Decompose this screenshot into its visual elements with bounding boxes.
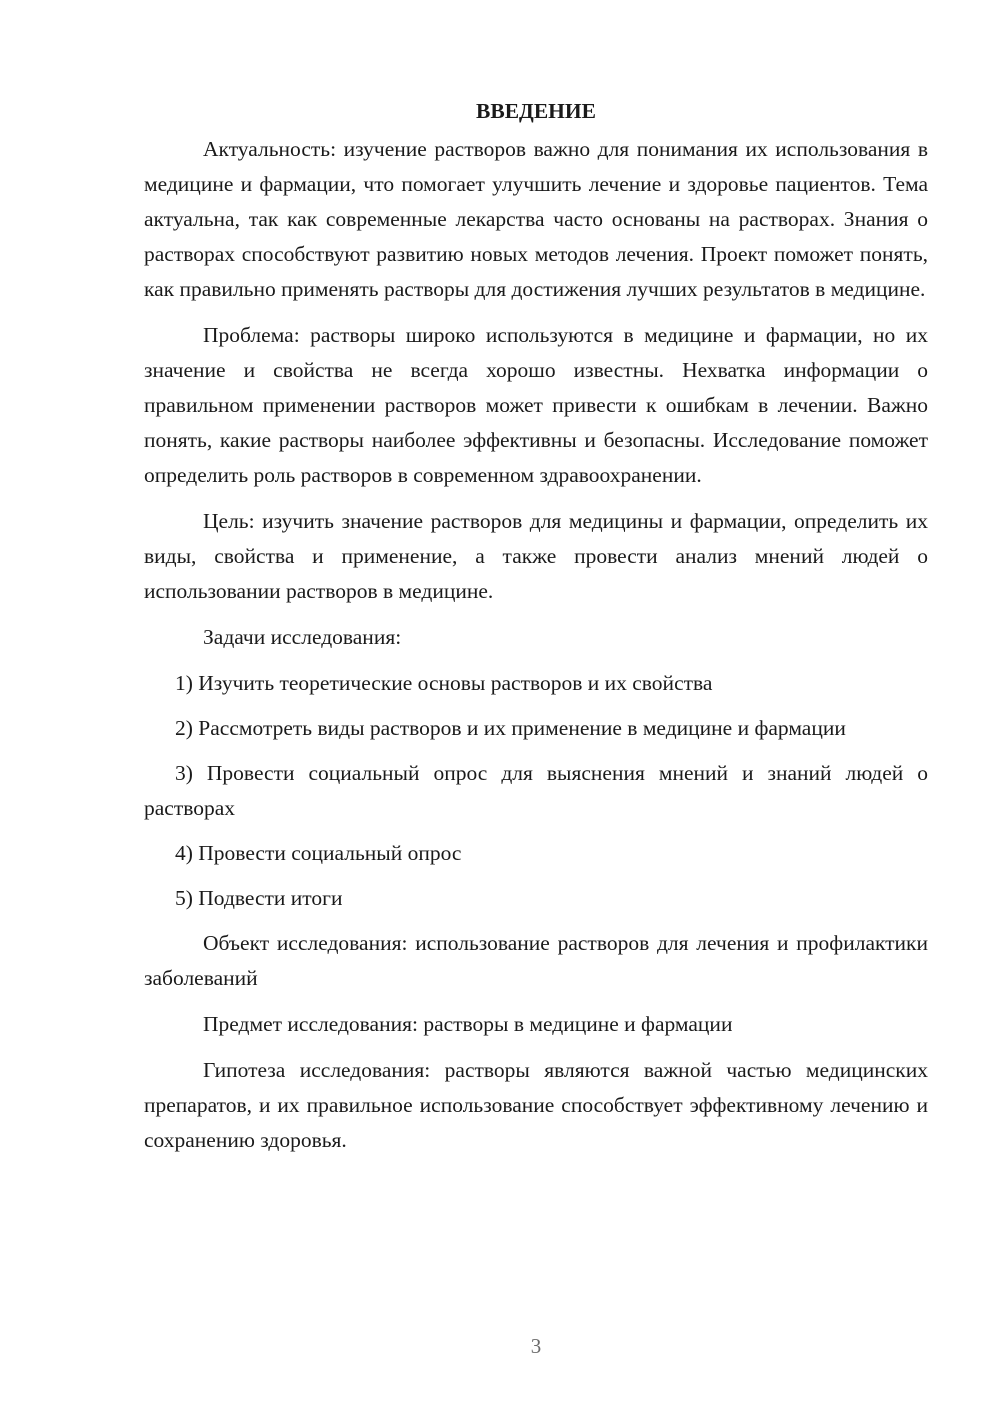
hypothesis-paragraph: Гипотеза исследования: растворы являются важной частью медицинских препаратов, и их правильное использование способствует эффективному лечению и сохранению здоровья. [144, 1058, 928, 1152]
task-item-2: 2) Рассмотреть виды растворов и их применение в медицине и фармации [175, 716, 846, 740]
section-heading: ВВЕДЕНИЕ [476, 99, 596, 123]
relevance-paragraph: Актуальность: изучение растворов важно для понимания их использования в медицине и фармации, что помогает улучшить лечение и здоровье пациентов. Тема актуальна, так как современные лекарства часто основаны на растворах. Знания о растворах способствуют развитию новых методов лечения. Проект поможет понять, как правильно применять растворы для достижения лучших результатов в медицине. [144, 137, 928, 301]
goal-paragraph: Цель: изучить значение растворов для медицины и фармации, определить их виды, свойства и применение, а также провести анализ мнений людей о использовании растворов в медицине. [144, 509, 928, 603]
task-item-3: 3) Провести социальный опрос для выяснения мнений и знаний людей о растворах [144, 761, 928, 820]
object-paragraph: Объект исследования: использование растворов для лечения и профилактики заболеваний [144, 931, 928, 990]
page-content [144, 96, 928, 1169]
tasks-title: Задачи исследования: [203, 625, 402, 649]
task-item-1: 1) Изучить теоретические основы растворов и их свойства [175, 671, 713, 695]
task-item-4: 4) Провести социальный опрос [175, 841, 462, 865]
subject-paragraph: Предмет исследования: растворы в медицине и фармации [203, 1012, 733, 1036]
task-item-5: 5) Подвести итоги [175, 886, 343, 910]
page-number: 3 [530, 1334, 542, 1358]
problem-paragraph: Проблема: растворы широко используются в медицине и фармации, но их значение и свойства не всегда хорошо известны. Нехватка информации о правильном применении растворов может привести к ошибкам в лечении. Важно понять, какие растворы наиболее эффективны и безопасны. Исследование поможет определить роль растворов в современном здравоохранении. [144, 323, 928, 487]
